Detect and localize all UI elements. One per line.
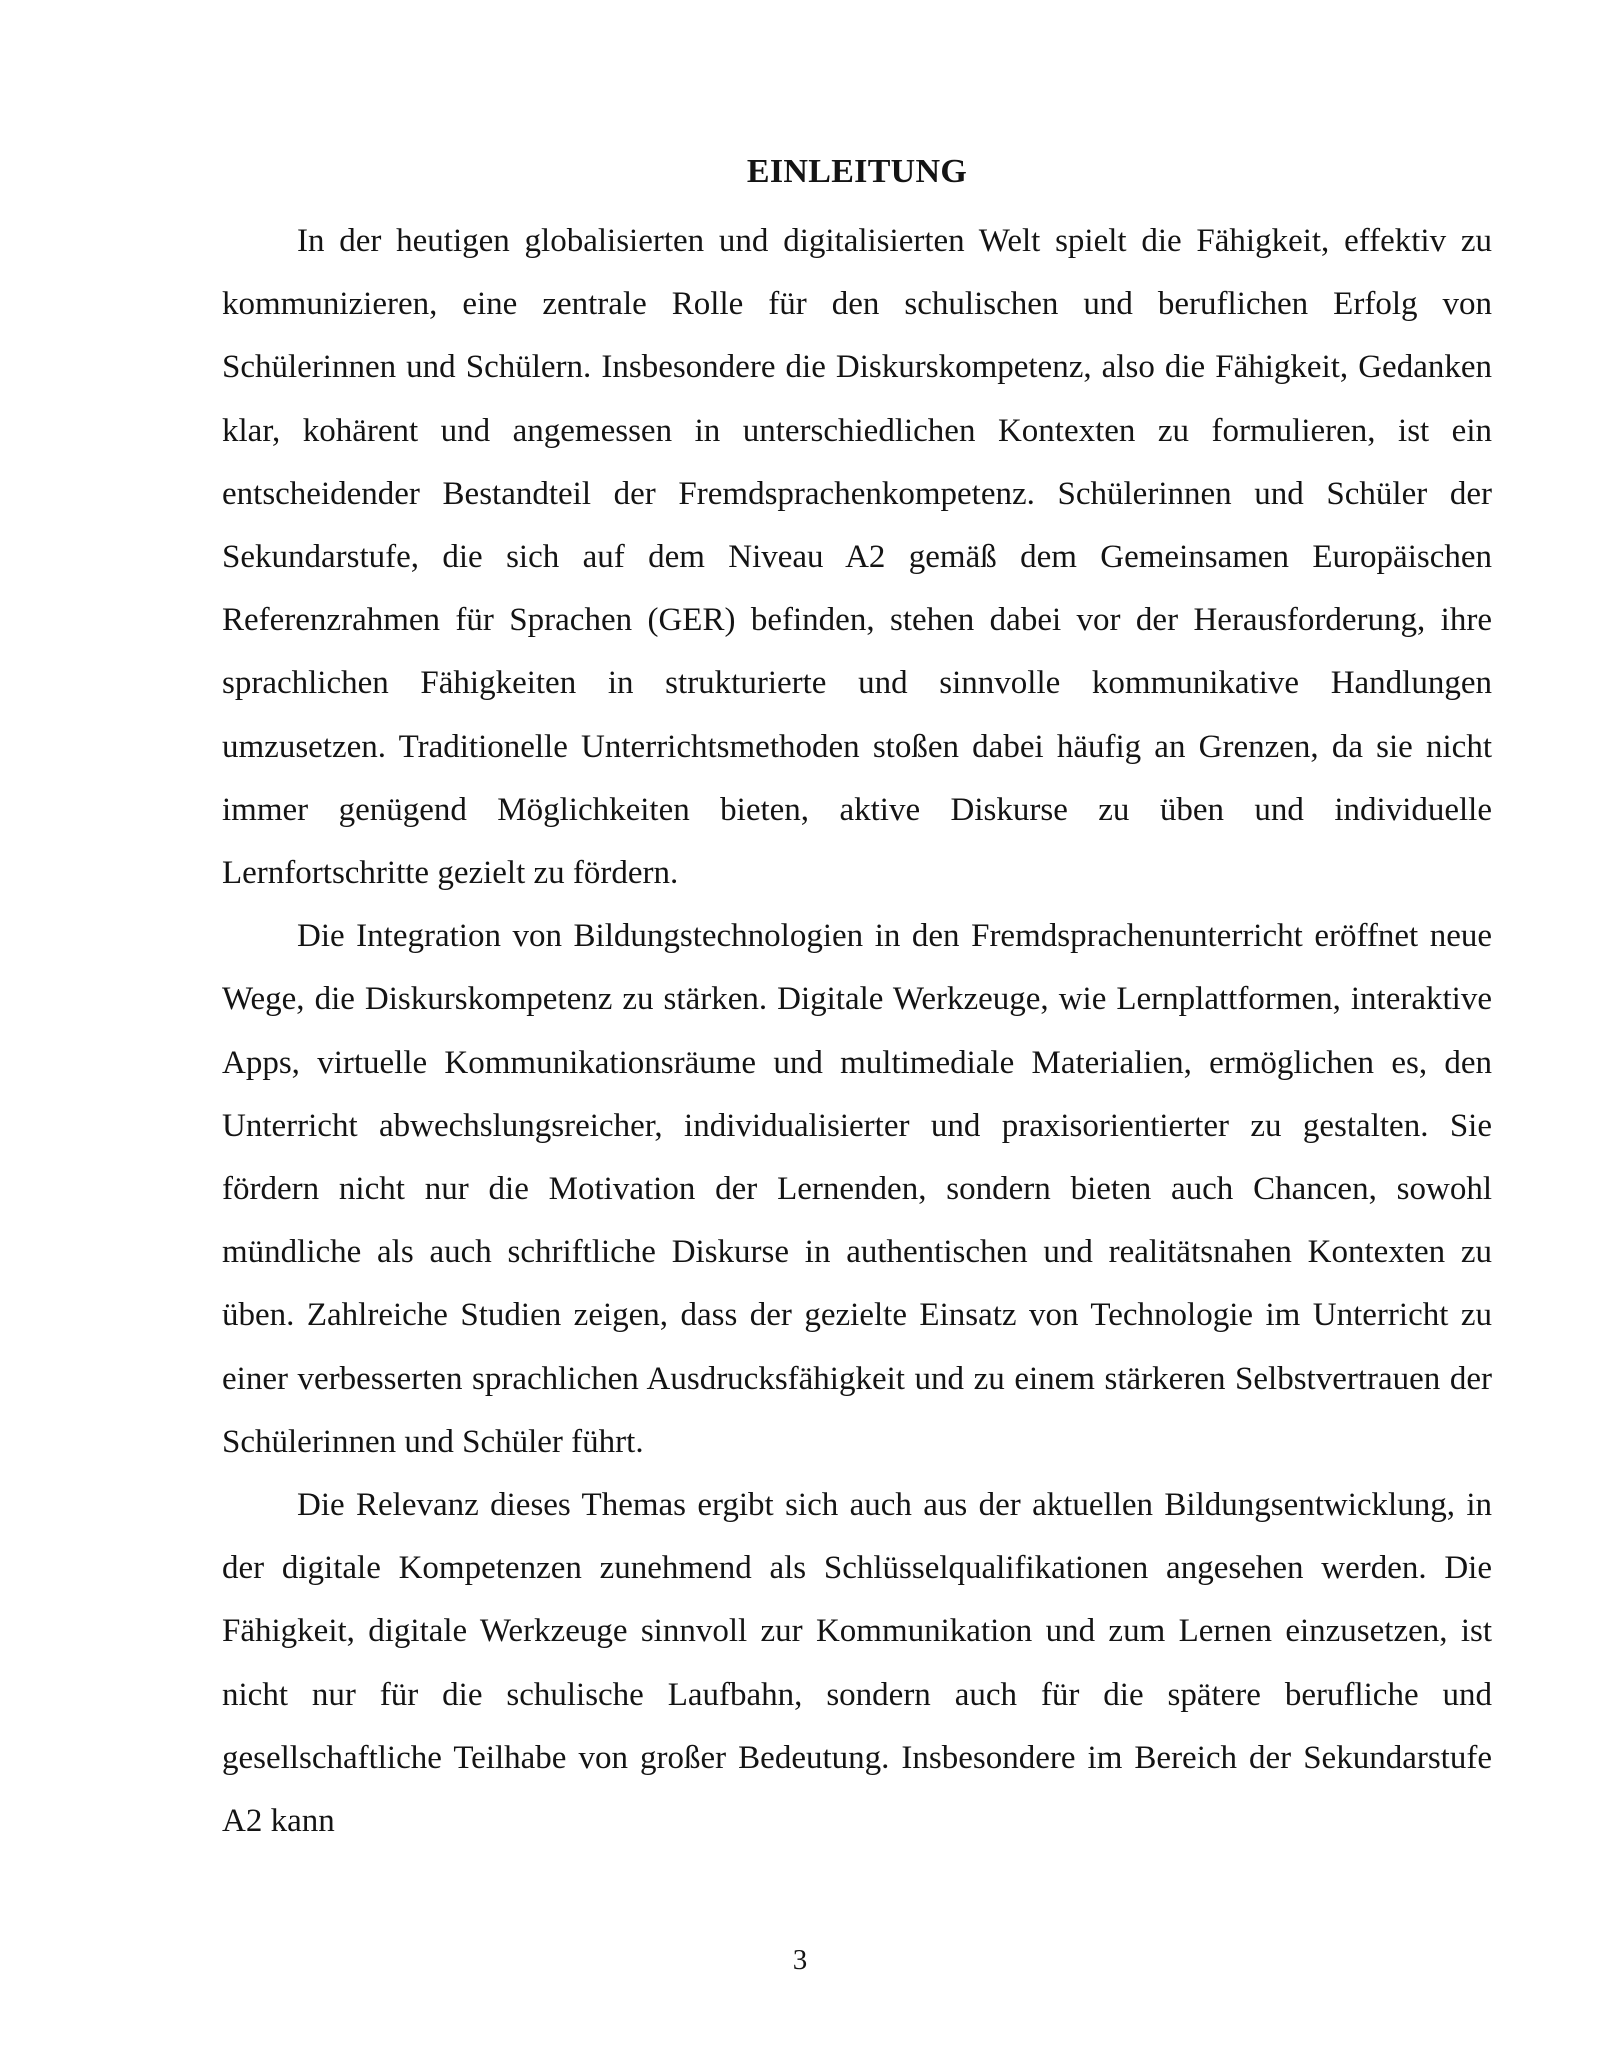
paragraph-2: Die Integration von Bildungstechnologien in den Fremdsprachenunterricht eröffnet neue Wege, die Diskurskompetenz zu stärken. Digitale Werkzeuge, wie Lernplattformen, interaktive Apps, virtuelle Kommunikationsräume und multimediale Materialien, ermöglichen es, den Unterricht abwechslungsreicher, individualisierter und praxisorientierter zu gestalten. Sie fördern nicht nur die Motivation der Lernenden, sondern bieten auch Chancen, sowohl mündliche als auch schriftliche Diskurse in authentischen und realitätsnahen Kontexten zu üben. Zahlreiche Studien zeigen, dass der gezielte Einsatz von Technologie im Unterricht zu einer verbesserten sprachlichen Ausdrucksfähigkeit und zu einem stärkeren Selbstvertrauen der Schülerinnen und Schüler führt.: [222, 918, 1492, 1460]
page-number: 3: [792, 1944, 808, 1976]
paragraph-1: In der heutigen globalisierten und digitalisierten Welt spielt die Fähigkeit, effektiv zu kommunizieren, eine zentrale Rolle für den schulischen und beruflichen Erfolg von Schülerinnen und Schülern. Insbesondere die Diskurskompetenz, also die Fähigkeit, Gedanken klar, kohärent und angemessen in unterschiedlichen Kontexten zu formulieren, ist ein entscheidender Bestandteil der Fremdsprachenkompetenz. Schülerinnen und Schüler der Sekundarstufe, die sich auf dem Niveau A2 gemäß dem Gemeinsamen Europäischen Referenzrahmen für Sprachen (GER) befinden, stehen dabei vor der Herausforderung, ihre sprachlichen Fähigkeiten in strukturierte und sinnvolle kommunikative Handlungen umzusetzen. Traditionelle Unterrichtsmethoden stoßen dabei häufig an Grenzen, da sie nicht immer genügend Möglichkeiten bieten, aktive Diskurse zu üben und individuelle Lernfortschritte gezielt zu fördern.: [222, 223, 1492, 892]
paragraph-3: Die Relevanz dieses Themas ergibt sich auch aus der aktuellen Bildungsentwicklung, in der digitale Kompetenzen zunehmend als Schlüsselqualifikationen angesehen werden. Die Fähigkeit, digitale Werkzeuge sinnvoll zur Kommunikation und zum Lernen einzusetzen, ist nicht nur für die schulische Laufbahn, sondern auch für die spätere berufliche und gesellschaftliche Teilhabe von großer Bedeutung. Insbesondere im Bereich der Sekundarstufe A2 kann: [222, 1487, 1492, 1840]
document-page: [222, 152, 1492, 1853]
section-heading: EINLEITUNG: [746, 153, 968, 190]
